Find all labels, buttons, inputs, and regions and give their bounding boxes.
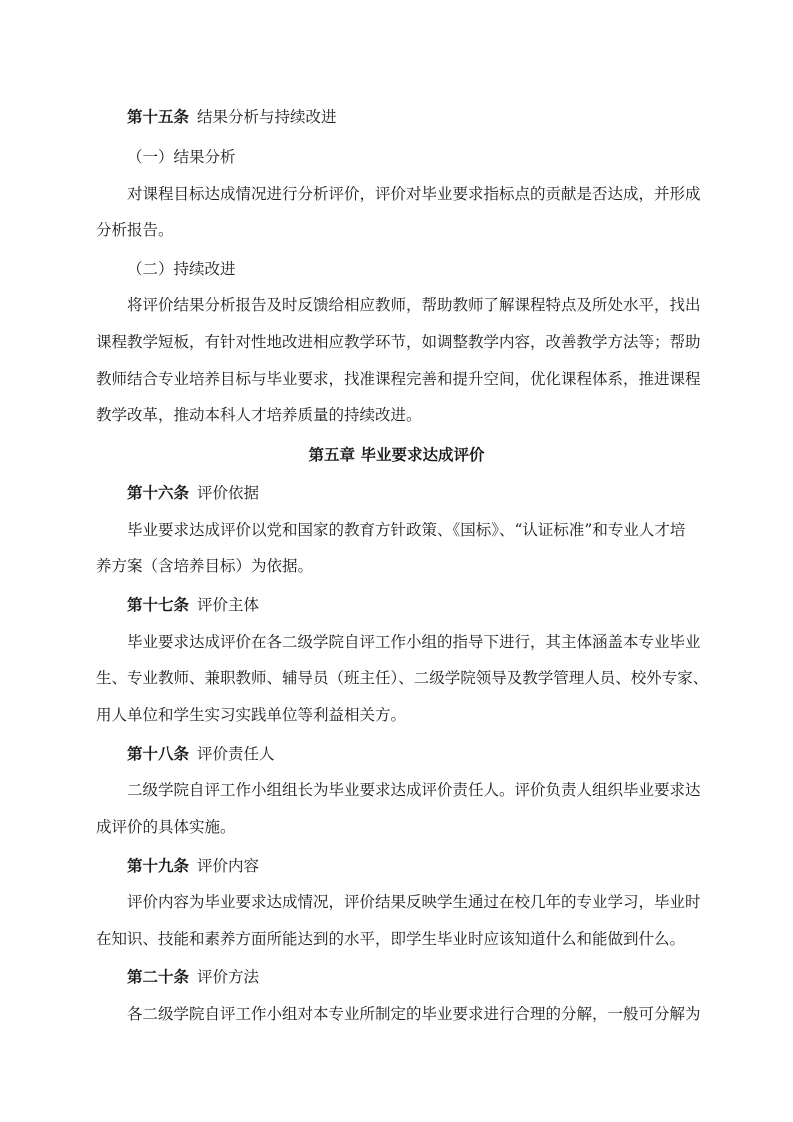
- paragraph-line: 将评价结果分析报告及时反馈给相应教师，帮助教师了解课程特点及所处水平，找出: [127, 296, 701, 314]
- paragraph-line: 毕业要求达成评价以党和国家的教育方针政策、《国标》、“认证标准”和专业人才培: [127, 521, 686, 539]
- article-16-subtitle: 评价依据: [197, 484, 260, 502]
- article-19-heading: [127, 855, 259, 877]
- paragraph-line: 对课程目标达成情况进行分析评价，评价对毕业要求指标点的贡献是否达成，并形成: [127, 185, 701, 203]
- paragraph-line: 成评价的具体实施。: [96, 818, 236, 836]
- paragraph-line: 教师结合专业培养目标与毕业要求，找准课程完善和提升空间，优化课程体系，推进课程: [96, 370, 701, 388]
- article-15-title: 第十五条: [127, 108, 190, 126]
- article-19-title: 第十九条: [127, 857, 190, 875]
- section-heading: （二）持续改进: [127, 260, 236, 278]
- article-20-heading: [127, 966, 259, 988]
- article-16-title: 第十六条: [127, 484, 190, 502]
- paragraph-line: 评价内容为毕业要求达成情况，评价结果反映学生通过在校几年的专业学习，毕业时: [127, 893, 701, 911]
- article-19-subtitle: 评价内容: [197, 857, 260, 875]
- article-18-subtitle: 评价责任人: [197, 745, 275, 763]
- article-18-heading: [127, 743, 275, 765]
- chapter-title: 第五章 毕业要求达成评价: [308, 446, 485, 464]
- paragraph-line: 毕业要求达成评价在各二级学院自评工作小组的指导下进行，其主体涵盖本专业毕业: [127, 633, 701, 651]
- paragraph-line: 教学改革，推动本科人才培养质量的持续改进。: [96, 406, 422, 424]
- paragraph-line: 课程教学短板，有针对性地改进相应教学环节，如调整教学内容，改善教学方法等；帮助: [96, 333, 701, 351]
- article-20-title: 第二十条: [127, 968, 190, 986]
- paragraph-line: 生、专业教师、兼职教师、辅导员（班主任）、二级学院领导及教学管理人员、校外专家、: [96, 669, 709, 687]
- section-heading: （一）结果分析: [127, 148, 236, 166]
- article-18-title: 第十八条: [127, 745, 190, 763]
- article-15-subtitle: 结果分析与持续改进: [197, 108, 337, 126]
- article-16-heading: [127, 482, 259, 504]
- paragraph-line: 各二级学院自评工作小组对本专业所制定的毕业要求进行合理的分解，一般可分解为: [127, 1005, 701, 1023]
- article-17-heading: [127, 594, 259, 616]
- paragraph-line: 养方案（含培养目标）为依据。: [96, 557, 314, 575]
- paragraph-line: 分析报告。: [96, 221, 174, 239]
- article-15-heading: [127, 106, 337, 128]
- paragraph-line: 在知识、技能和素养方面所能达到的水平，即学生毕业时应该知道什么和能做到什么。: [96, 930, 686, 948]
- article-17-subtitle: 评价主体: [197, 596, 260, 614]
- paragraph-line: 二级学院自评工作小组组长为毕业要求达成评价责任人。评价负责人组织毕业要求达: [127, 781, 701, 799]
- article-20-subtitle: 评价方法: [197, 968, 260, 986]
- paragraph-line: 用人单位和学生实习实践单位等利益相关方。: [96, 706, 407, 724]
- article-17-title: 第十七条: [127, 596, 190, 614]
